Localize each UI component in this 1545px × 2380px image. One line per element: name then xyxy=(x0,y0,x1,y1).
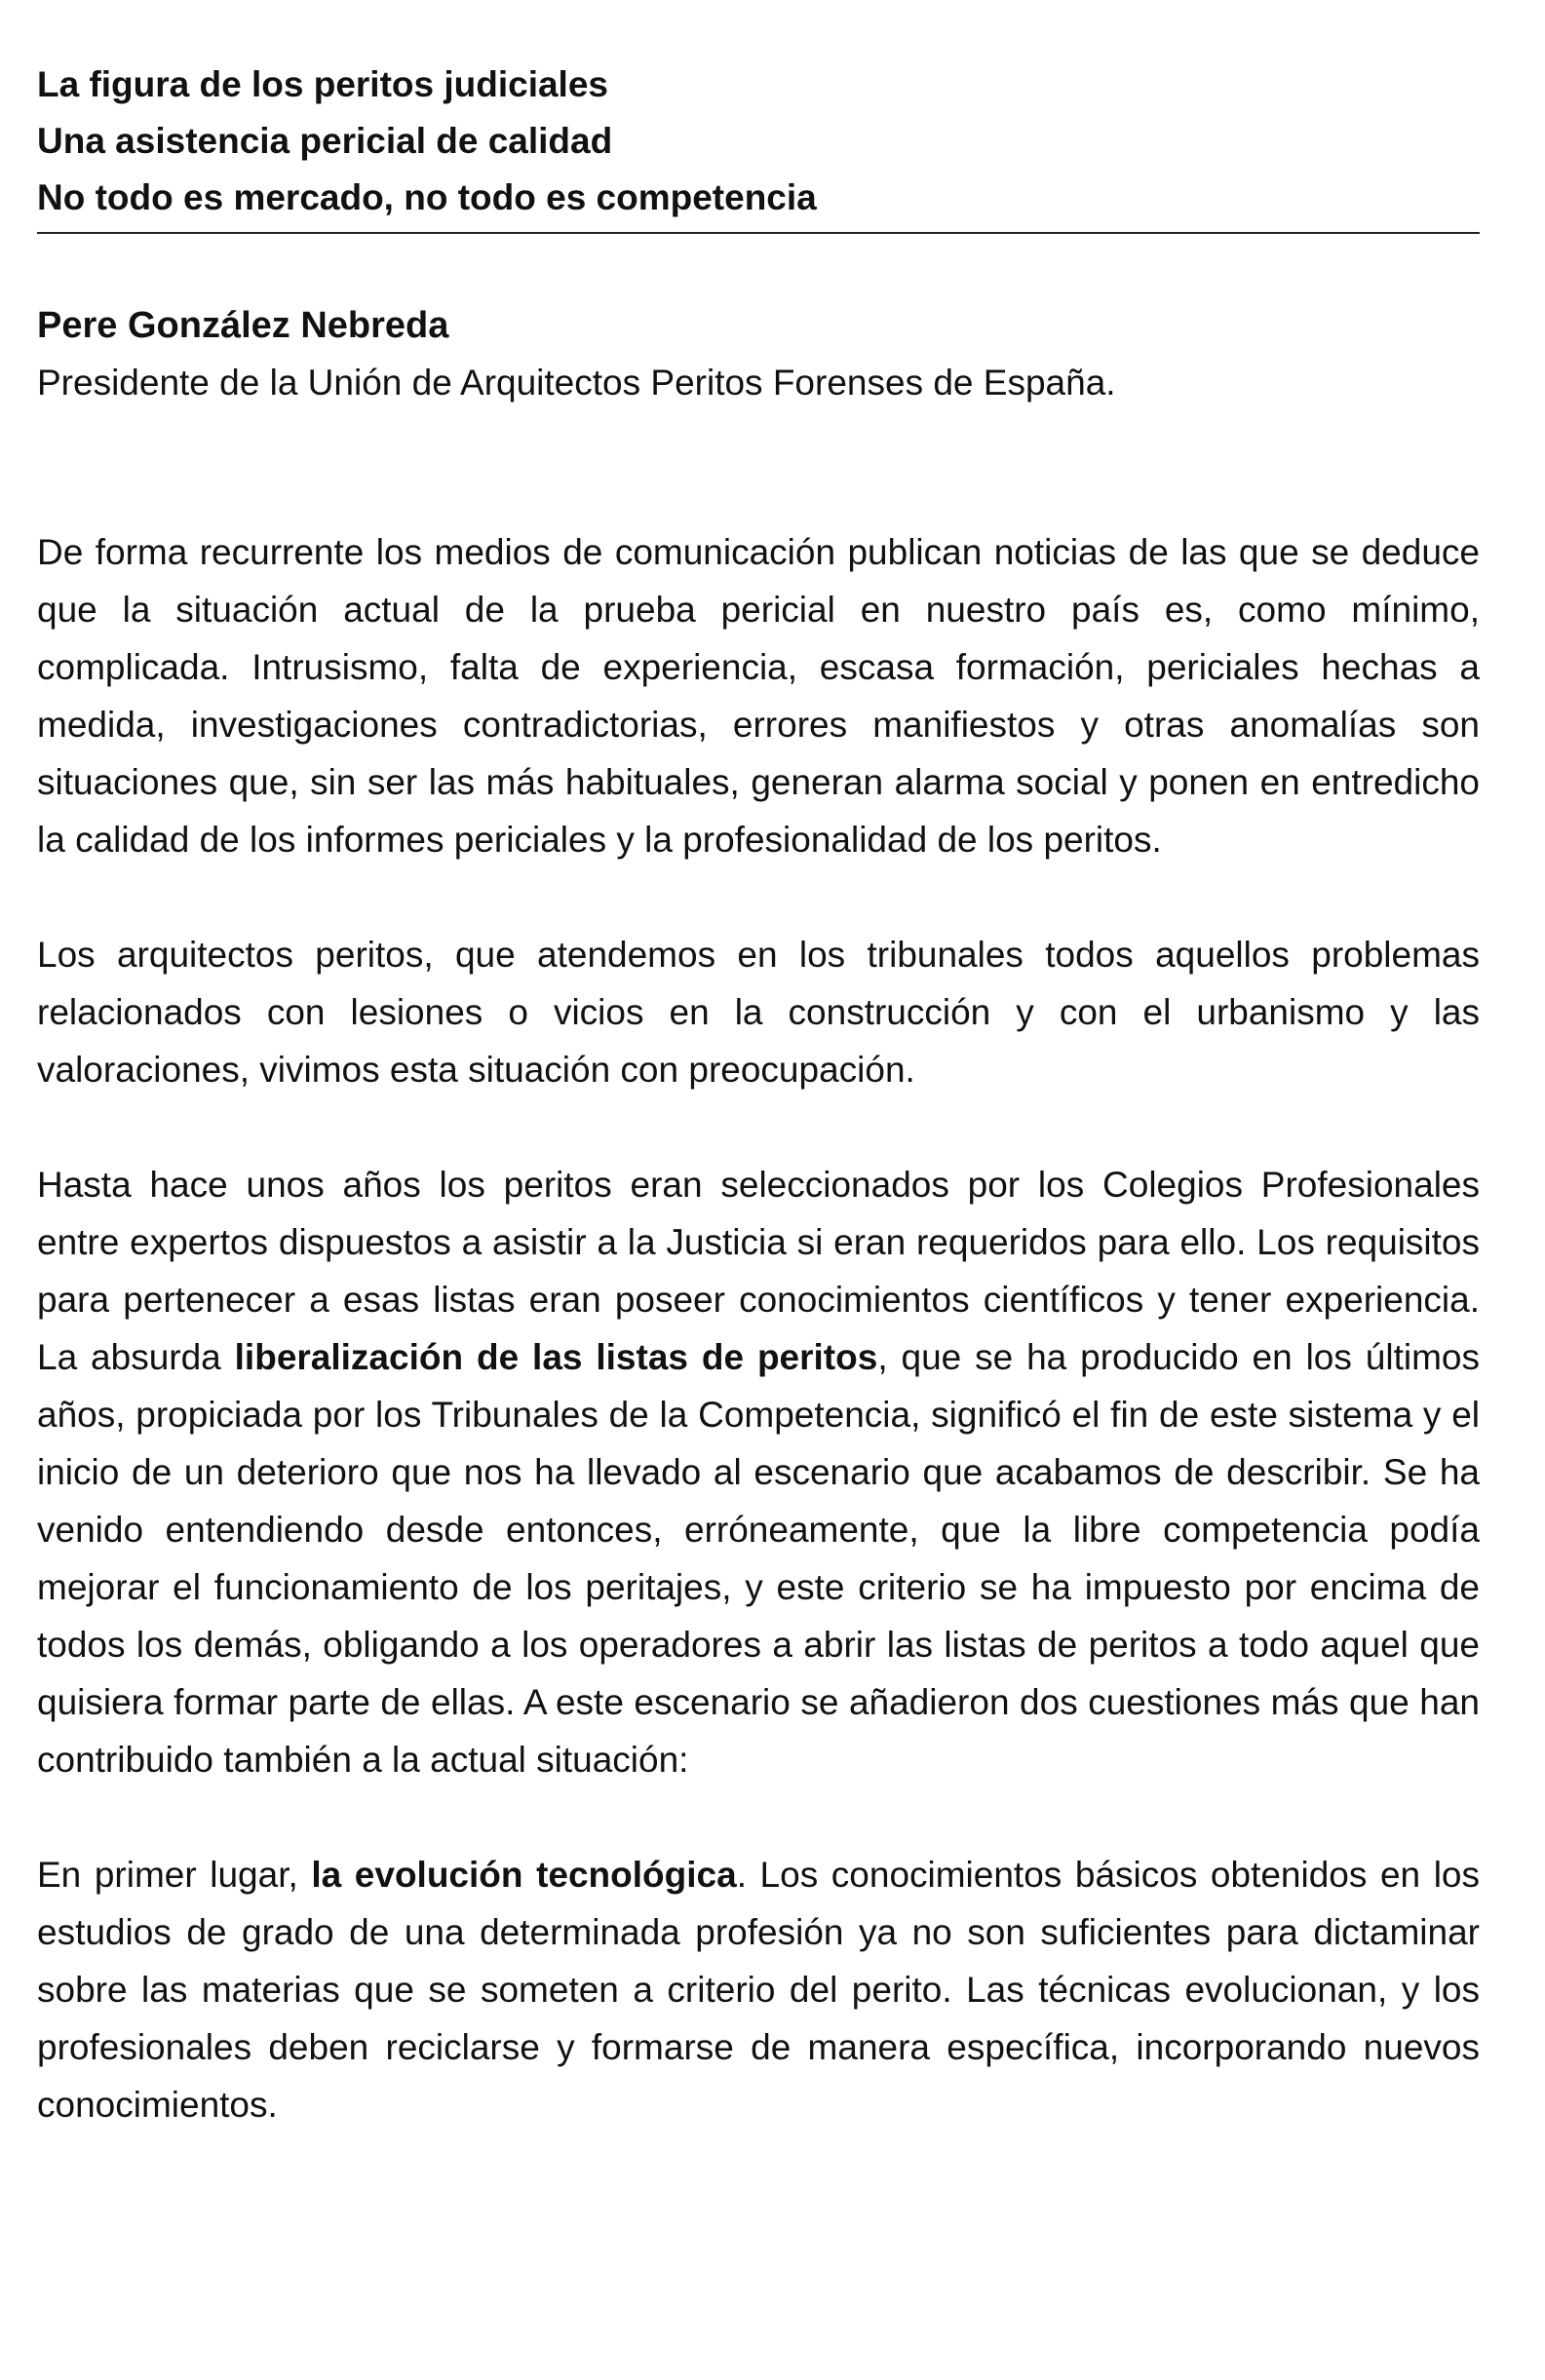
paragraph-3 xyxy=(37,1156,1480,1788)
paragraph-3-text-start: Hasta hace unos años los peritos eran seleccionados por los Colegios Profesionales entre expertos dispuestos a asistir a la Justicia si eran requeridos para ello. Los requisitos para pertenecer a esas listas eran poseer conocimientos científicos y tener experiencia. La absurda xyxy=(37,1165,1480,1377)
author-name: Pere González Nebreda xyxy=(37,305,449,346)
author-role: Presidente de la Unión de Arquitectos Peritos Forenses de España. xyxy=(37,363,1116,403)
paragraph-4-text-end: . Los conocimientos básicos obtenidos en los estudios de grado de una determinada profesión ya no son suficientes para dictaminar sobre las materias que se someten a criterio del perito. Las técnicas evolucionan, y los profesionales deben reciclarse y formarse de manera específica, incorporando nuevos conocimientos. xyxy=(37,1855,1480,2125)
paragraph-4-text-start: En primer lugar, xyxy=(37,1855,312,1895)
paragraph-3-emphasis: liberalización de las listas de peritos xyxy=(234,1337,878,1377)
author-block xyxy=(37,296,1480,411)
paragraph-4-emphasis: la evolución tecnológica xyxy=(311,1855,737,1895)
paragraph-2: Los arquitectos peritos, que atendemos en los tribunales todos aquellos problemas relacionados con lesiones o vicios en la construcción y con el urbanismo y las valoraciones, vivimos esta situación con preocupación. xyxy=(37,935,1480,1090)
document-page xyxy=(37,57,1480,2133)
title-line-1: La figura de los peritos judiciales xyxy=(37,64,608,104)
title-block xyxy=(37,57,1480,234)
paragraph-3-text-end: , que se ha producido en los últimos años, propiciada por los Tribunales de la Competencia, significó el fin de este sistema y el inicio de un deterioro que nos ha llevado al escenario que acabamos de describir. Se ha venido entendiendo desde entonces, erróneamente, que la libre competencia podía mejorar el funcionamiento de los peritajes, y este criterio se ha impuesto por encima de todos los demás, obligando a los operadores a abrir las listas de peritos a todo aquel que quisiera formar parte de ellas. A este escenario se añadieron dos cuestiones más que han contribuido también a la actual situación: xyxy=(37,1337,1480,1780)
title-line-2: Una asistencia pericial de calidad xyxy=(37,121,613,161)
article-body xyxy=(37,523,1480,2133)
title-line-3: No todo es mercado, no todo es competencia xyxy=(37,177,817,217)
paragraph-4 xyxy=(37,1846,1480,2133)
paragraph-1: De forma recurrente los medios de comunicación publican noticias de las que se deduce que la situación actual de la prueba pericial en nuestro país es, como mínimo, complicada. Intrusismo, falta de experiencia, escasa formación, periciales hechas a medida, investigaciones contradictorias, errores manifiestos y otras anomalías son situaciones que, sin ser las más habituales, generan alarma social y ponen en entredicho la calidad de los informes periciales y la profesionalidad de los peritos. xyxy=(37,532,1480,860)
